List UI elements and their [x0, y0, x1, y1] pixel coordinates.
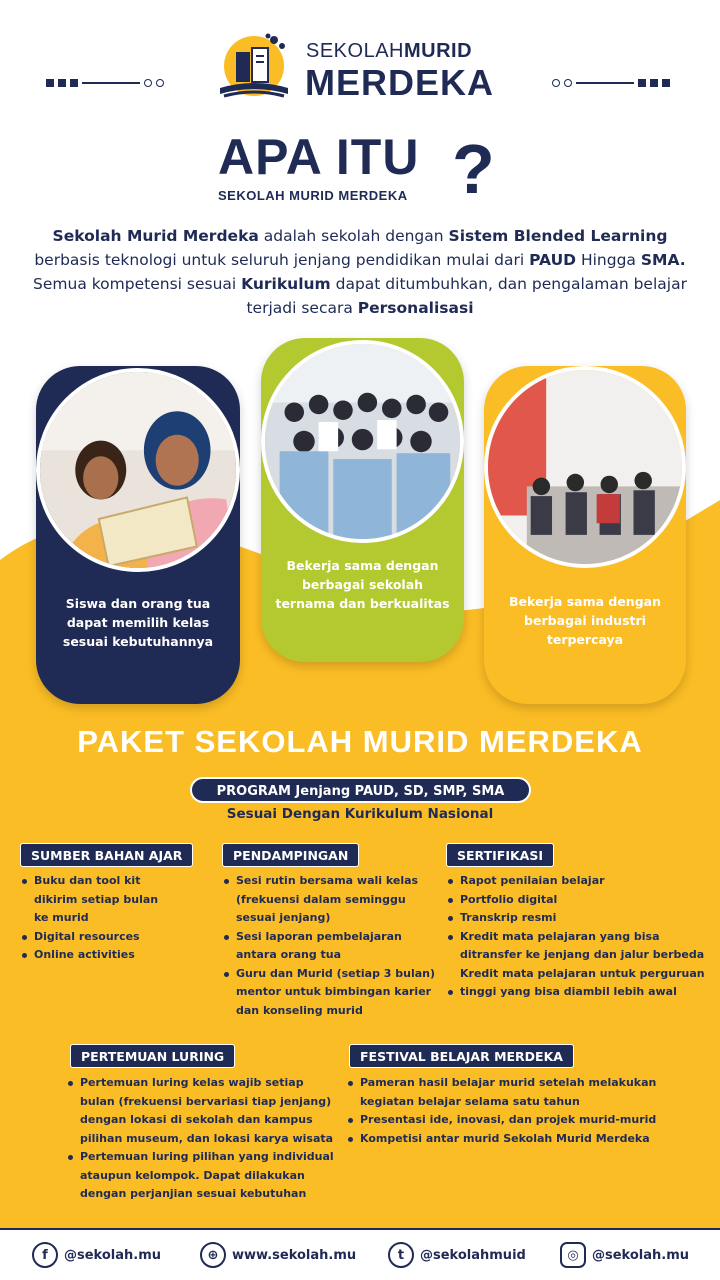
facebook-handle: @sekolah.mu [64, 1247, 162, 1263]
brand-top-text: SEKOLAHMURID [306, 40, 473, 62]
list-item: Pertemuan luring kelas wajib setiap [68, 1074, 334, 1093]
list-item: Online activities [22, 946, 158, 965]
intro-bold-text: Sekolah Murid Merdeka [52, 227, 259, 245]
list-festival-belajar [348, 1074, 656, 1148]
list-item: Pertemuan luring pilihan yang individual [68, 1148, 334, 1167]
feature-card-industry [484, 366, 686, 704]
list-item: ditransfer ke jenjang dan jalur berbeda [460, 948, 705, 961]
program-pill: PROGRAM Jenjang PAUD, SD, SMP, SMA [190, 777, 531, 803]
list-item: Kredit mata pelajaran untuk perguruan [460, 966, 705, 980]
list-item: bulan (frekuensi bervariasi tiap jenjang) [80, 1094, 332, 1108]
hero-title: APA ITU [218, 129, 420, 185]
list-item: tinggi yang bisa diambil lebih awal [448, 983, 705, 1002]
list-item: Kompetisi antar murid Sekolah Murid Merdeka [348, 1130, 656, 1149]
list-item: Sesi rutin bersama wali kelas [224, 872, 435, 891]
list-item: Pameran hasil belajar murid setelah melakukan [348, 1074, 656, 1093]
tag-sumber-bahan-ajar: SUMBER BAHAN AJAR [20, 843, 193, 867]
list-item: antara orang tua [236, 948, 342, 961]
program-subtitle: Sesuai Dengan Kurikulum Nasional [226, 806, 494, 822]
feature-caption: Siswa dan orang tua dapat memilih kelas sesuai kebutuhannya [62, 596, 214, 649]
twitter-icon: t [388, 1242, 414, 1268]
hero-subtitle: SEKOLAH MURID MERDEKA [218, 188, 408, 203]
header-decoration-right [552, 70, 670, 96]
list-item: Guru dan Murid (setiap 3 bulan) [224, 965, 435, 984]
footer-divider [0, 1228, 720, 1230]
list-item: Sesi laporan pembelajaran [224, 928, 435, 947]
instagram-handle: @sekolah.mu [592, 1247, 690, 1263]
list-item: mentor untuk bimbingan karier [236, 985, 432, 998]
list-item: dengan lokasi di sekolah dan kampus [80, 1113, 313, 1126]
tag-pendampingan: PENDAMPINGAN [222, 843, 359, 867]
list-pertemuan-luring [68, 1074, 334, 1204]
list-item: (frekuensi dalam seminggu [236, 892, 406, 906]
list-sumber-bahan-ajar [22, 872, 158, 965]
intro-bold-text: Kurikulum [241, 275, 331, 293]
intro-text: adalah sekolah dengan [258, 227, 449, 245]
twitter-link[interactable] [388, 1242, 526, 1268]
list-item: Portfolio digital [448, 891, 705, 910]
instagram-link[interactable] [560, 1242, 689, 1268]
website-url: www.sekolah.mu [232, 1247, 357, 1263]
intro-bold-text: Sistem Blended Learning [448, 227, 668, 245]
list-item: Rapot penilaian belajar [448, 872, 705, 891]
list-item: ke murid [34, 911, 89, 924]
intro-bold-text: SMA. [640, 251, 686, 269]
header-decoration-left [46, 70, 164, 96]
tag-festival-belajar: FESTIVAL BELAJAR MERDEKA [349, 1044, 574, 1068]
list-item: pilihan museum, dan lokasi karya wisata [80, 1131, 334, 1145]
intro-bold-text: PAUD [529, 251, 577, 269]
instagram-icon: ◎ [560, 1242, 586, 1268]
feature-card-parents [36, 366, 240, 704]
intro-text: Semua kompetensi sesuai [33, 275, 242, 293]
intro-text: berbasis teknologi untuk seluruh jenjang pendidikan mulai dari [34, 251, 530, 269]
intro-text: Hingga [576, 251, 641, 269]
feature-caption: Bekerja sama dengan berbagai sekolah ternama dan berkualitas [275, 558, 450, 611]
list-sertifikasi [448, 872, 705, 1002]
list-item: Kredit mata pelajaran yang bisa [448, 928, 705, 947]
globe-icon: ⊕ [200, 1242, 226, 1268]
hero-question-mark: ? [452, 130, 495, 208]
list-item: Presentasi ide, inovasi, dan projek murid-murid [348, 1111, 656, 1130]
facebook-icon: f [32, 1242, 58, 1268]
twitter-handle: @sekolahmuid [420, 1247, 526, 1263]
brand-main-text: MERDEKA [305, 62, 495, 103]
list-item: ataupun kelompok. Dapat dilakukan [80, 1168, 305, 1182]
list-item: dan konseling murid [236, 1003, 363, 1017]
list-pendampingan [224, 872, 435, 1020]
facebook-link[interactable] [32, 1242, 161, 1268]
book-logo-icon [214, 30, 294, 110]
list-item: kegiatan belajar selama satu tahun [360, 1094, 580, 1108]
website-link[interactable] [200, 1242, 356, 1268]
industry-panel-photo [484, 366, 686, 568]
tag-pertemuan-luring: PERTEMUAN LURING [70, 1044, 235, 1068]
feature-caption: Bekerja sama dengan berbagai industri terpercaya [509, 594, 661, 647]
intro-paragraph [30, 224, 690, 320]
list-item: dikirim setiap bulan [34, 892, 159, 906]
intro-bold-text: Personalisasi [357, 299, 474, 317]
list-item: Digital resources [22, 928, 158, 947]
intro-text: dapat ditumbuhkan, dan pengalaman belajar terjadi secara [246, 275, 687, 317]
package-title: PAKET SEKOLAH MURID MERDEKA [77, 724, 643, 759]
feature-card-schools [261, 338, 464, 662]
list-item: sesuai jenjang) [236, 911, 331, 924]
list-item: Buku dan tool kit [22, 872, 158, 891]
mother-child-reading-photo [36, 368, 240, 572]
list-item: Transkrip resmi [448, 909, 705, 928]
school-group-photo [261, 340, 464, 543]
tag-sertifikasi: SERTIFIKASI [446, 843, 554, 867]
list-item: dengan perjanjian sesuai kebutuhan [80, 1187, 307, 1200]
